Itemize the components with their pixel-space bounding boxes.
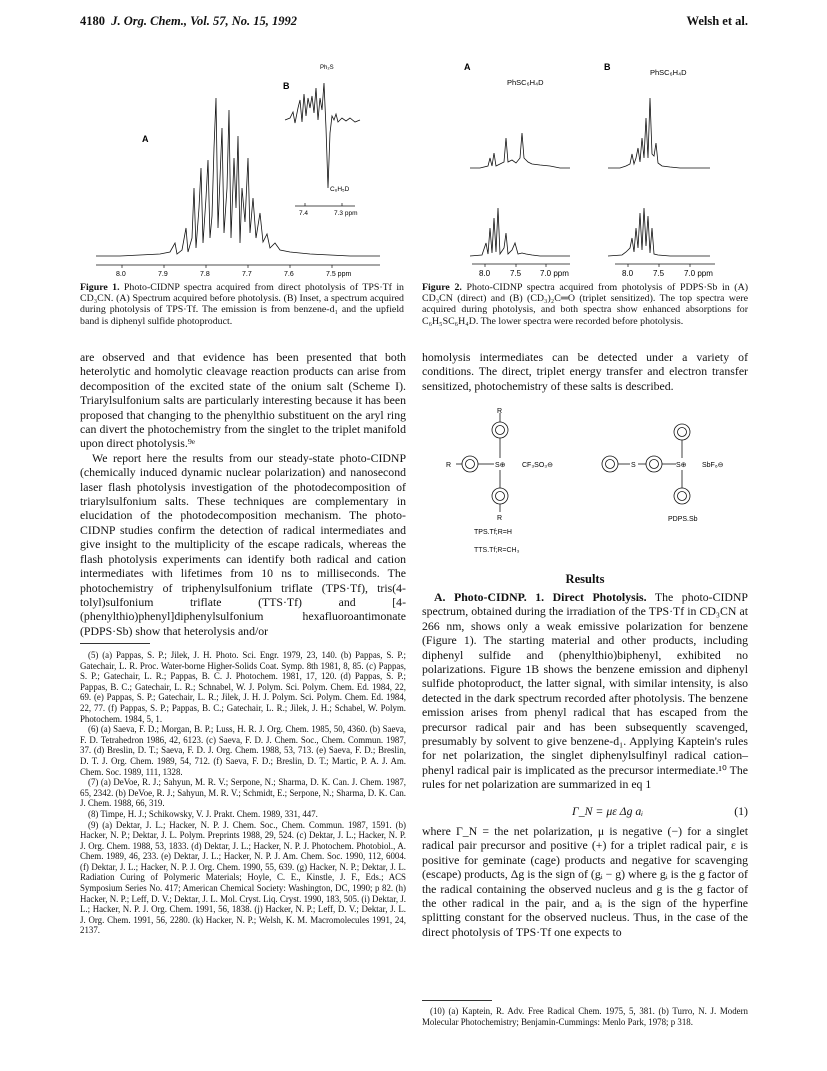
figure-1-caption-text: Photo-CIDNP spectra acquired from direct photolysis of TPS·Tf in CD₃CN. (A) Spectrum acquired before photolysis. (B) Inset, a spectrum acquired during photolysis of TPS·Tf. The emission is from benzene-d₁ and the upfield band is diphenyl sulfide photoproduct. (80, 282, 404, 327)
reference-6: (6) (a) Saeva, F. D.; Morgan, B. P.; Luss, H. R. J. Org. Chem. 1985, 50, 4360. (b) Saeva, F. D. Tetrahedron 1986, 42, 6123. (c) Saeva, F. D. J. Chem. Soc., Chem. Commun. 1987, 37. (d) Breslin, D. T.; Saeva, F. D. J. Org. Chem. 1988, 53, 713. (e) Saeva, F. D.; Breslin, D. T. J. Org. Chem. 1989, 54, 712. (f) Saeva, F. D.; Breslin, D. T.; Martic, P. A. J. Am. Chem. Soc. 1989, 111, 1328. (80, 724, 406, 777)
reference-10: (10) (a) Kaptein, R. Adv. Free Radical Chem. 1975, 5, 381. (b) Turro, N. J. Modern Molecular Photochemistry; Benjamin-Cummings: Menlo Park, 1978; p 318. (422, 1006, 748, 1027)
scheme-label-tps: TPS.Tf;R=H (474, 529, 512, 536)
figure-2-peak-label-a: PhSC₆H₄D (507, 78, 544, 87)
right-paragraph-3: where Γ_N = the net polarization, μ is negative (−) for a singlet radical pair precursor and positive (+) for a triplet radical pair, ε is positive for geminate (cage) products and negative for scavenging (escape) products, Δg is the sign of (gᵢ − g) where gᵢ is the g factor of the radical containing the observed nucleus and g is the g factor of the other radical in the pair, and aᵢ is the sign of the hyperfine splitting constant for the observed nucleus. Thus, in the case of the direct photolysis of TPS·Tf one expects to (422, 824, 748, 939)
equation-number: (1) (734, 804, 748, 818)
figure-2-caption-title: Figure 2. (422, 282, 462, 293)
figure-2-label-a: A (464, 62, 471, 72)
left-paragraph-2: We report here the results from our steady-state photo-CIDNP (chemically induced dynamic nuclear polarization) and nanosecond laser flash photolysis investigation of the photodecomposition of triarylsulfonium salts. These techniques are complementary in elucidation of the photodecomposition mechanism. The photo-CIDNP studies confirm the detection of radical intermediates and give insight to the multiplicity of the escape radicals, whereas the flash photolysis experiments can identify both radical and cation intermediates with lifetimes from 10 ns to milliseconds. The photochemistry of triphenylsulfonium triflate (TPS·Tf), tris(4-tolyl)sulfonium triflate (TTS·Tf) and [4-(phenylthio)phenyl]diphenylsulfonium hexafluoroantimonate (PDPS·Sb) show that heterolysis and/or (80, 450, 406, 638)
page-number-and-journal: 4180 J. Org. Chem., Vol. 57, No. 15, 1992 (80, 14, 298, 28)
figure-2-peak-label-b: PhSC₆H₄D (650, 68, 687, 77)
figure-2-trace-b-bottom (608, 208, 710, 256)
figure-1-label-a: A (142, 134, 149, 144)
scheme-r-left: R (446, 462, 452, 469)
figure-2-spectra (460, 58, 750, 280)
scheme-label-tts: TTS.Tf;R=CH₃ (474, 547, 520, 554)
figure-1-tick-4: 7.6 (284, 271, 294, 278)
figure-1-tick-1: 7.9 (158, 271, 168, 278)
figure-2-tick-b-2: 7.0 ppm (684, 269, 713, 278)
figure-2-tick-b-0: 8.0 (622, 269, 634, 278)
pdps-ring-4 (674, 488, 690, 504)
scheme-r-bottom: R (497, 515, 503, 522)
equation-text: Γ_N = με Δg aᵢ (572, 804, 644, 818)
figure-2-caption (422, 282, 748, 327)
scheme-pdps-s: S (631, 462, 636, 469)
right-column-results (422, 590, 748, 792)
figure-1-tick-2: 7.8 (200, 271, 210, 278)
references-right (422, 1006, 748, 1027)
reference-7: (7) (a) DeVoe, R. J.; Sahyun, M. R. V.; Serpone, N.; Sharma, D. K. Can. J. Chem. 1987, 65, 2342. (b) DeVoe, R. J.; Sahyun, M. R. V.; Schmidt, E.; Serpone, N.; Sharma, D. K. Can. J. Chem. 1988, 66, 319. (80, 777, 406, 809)
footnote-rule-right (422, 1000, 492, 1001)
right-paragraph-1: homolysis intermediates can be detected under a variety of conditions. The direct, triplet energy transfer and electron transfer sensitized, photochemistry of these salts is described. (422, 350, 748, 393)
left-paragraph-1: are observed and that evidence has been presented that both heterolytic and homolytic cleavage reaction products can arise from decomposition of the excited state of the onium salt (Scheme I). Triarylsulfonium salts are particularly interesting because it has been proposed that changing to the phenylthio substituent on the aryl ring can divert the photochemistry from the singlet to the triplet manifold upon direct photolysis.⁹ᵉ (80, 350, 406, 451)
scheme-s-plus: S⊕ (495, 462, 506, 469)
figure-1-inset-tick-1: 7.3 ppm (334, 210, 358, 217)
pdps-ring-1 (602, 456, 618, 472)
figure-1-tick-0: 8.0 (116, 271, 126, 278)
running-header (80, 14, 748, 32)
scheme-structures (440, 408, 750, 538)
left-column-body (80, 350, 406, 638)
ring-left (462, 456, 478, 472)
figure-2-trace-b-top (608, 98, 710, 168)
figure-1-tick-3: 7.7 (242, 271, 252, 278)
scheme-sbf6: SbF₆⊖ (702, 462, 724, 469)
equation-1 (422, 804, 748, 820)
scheme-pdps-s-plus: S⊕ (676, 462, 687, 469)
right-paragraph-2: The photo-CIDNP spectrum, obtained during the irradiation of the TPS·Tf in CD₃CN at 266 nm, shows only a weak emissive polarization for benzene (Figure 1). The starting material and other products, including diphenyl sulfide and (phenylthio)biphenyl, exhibited no polarizations. Figure 1B shows the benzene emission and diphenyl sulfide photoproduct, the latter signal, with similar intensity, is also detected in the dark spectrum recorded after photolysis. The benzene emission arises from phenyl radical that has escaped from the precursor radical pair and has been subsequently scavenged, presumably by solvent to give benzene-d₁. Applying Kaptein's rules for net polarization, the singlet diphenylsulfinyl radical cation–phenyl radical pair is implicated as the precursor intermediate.¹⁰ The rules for net polarization are summarized in eq 1 (422, 590, 748, 792)
right-column-intro (422, 350, 748, 393)
scheme-triflate: CF₃SO₃⊖ (522, 462, 554, 469)
figure-1-tick-5: 7.5 ppm (326, 271, 352, 278)
ring-top (492, 422, 508, 438)
reference-8: (8) Timpe, H. J.; Schikowsky, V. J. Prakt. Chem. 1989, 331, 447. (88, 808, 318, 819)
figure-1-caption (80, 282, 404, 327)
figure-2-trace-a-top (470, 133, 570, 168)
figure-2-tick-a-2: 7.0 ppm (540, 269, 569, 278)
running-authors: Welsh et al. (686, 14, 748, 28)
footnote-rule-left (80, 643, 150, 644)
ring-bottom (492, 488, 508, 504)
figure-2-label-b: B (604, 62, 611, 72)
figure-1-inset-tick-0: 7.4 (299, 210, 309, 217)
reference-9: (9) (a) Dektar, J. L.; Hacker, N. P. J. Chem. Soc., Chem. Commun. 1987, 1591. (b) Hacker, N. P.; Dektar, J. L. Polym. Preprints 1988, 29, 524. (c) Dektar, J. L.; Hacker, N. P. J. Org. Chem. 1988, 53, 1833. (d) Dektar, J. L.; Hacker, N. P. J. Photochem. Photobiol., A. Chem. 1989, 46, 233. (e) Dektar, J. L.; Hacker, N. P. J. Am. Chem. Soc. 1990, 112, 6004. (f) Dektar, J. L.; Hacker, N. P. J. Org. Chem. 1990, 55, 639. (g) Hacker, N. P.; Dektar, J. L. Radiation Curing of Polymeric Materials; Hoyle, C. E., Kinstle, J. F., Eds.; ACS Symposium Series No. 417; American Chemical Society: Washington, DC, 1990; p 82. (h) Hacker, N. P.; Leff, D. V.; Dektar, J. L. Mol. Cryst. Liq. Cryst. 1990, 183, 505. (i) Dektar, J. L.; Hacker, N. P. J. Org. Chem. 1991, 56, 1838. (j) Hacker, N. P.; Leff, D. V.; Dektar, J. L. J. Org. Chem. 1991, 56, 2280. (k) Hacker, N. P.; Welsh, K. M. Macromolecules 1991, 24, 2137. (80, 819, 406, 936)
references-left (80, 650, 406, 936)
reference-5: (5) (a) Pappas, S. P.; Jilek, J. H. Photo. Sci. Engr. 1979, 23, 140. (b) Pappas, S. P.; Gatechair, L. R. Proc. Water-borne Higher-Solids Coat. Symp. 8th 1981, 8, 85. (c) Pappas, S. P.; Gatechair, L. R.; Pappas, B. C. J. Photochem. 1981, 17, 120. (d) Pappas, S. P.; Pappas, B. C.; Gatechair, L. R.; Schnabel, W. J. Polym. Sci. Polym. Chem. Ed. 1984, 22, 69. (e) Pappas, S. P.; Gatechair, L. R.; Jilek, J. H. J. Polym. Sci. Polym. Chem. Ed. 1984, 22, 77. (f) Pappas, S. P.; Pappas, B. C.; Gatechair, L. R.; Jilek, J. H.; Schabel, W. Polym. Photochem. 1984, 5, 1. (80, 650, 406, 724)
results-subhead: A. Photo-CIDNP. 1. Direct Photolysis. (434, 590, 647, 604)
scheme-label-pdps: PDPS.Sb (668, 516, 698, 523)
right-column-continued (422, 824, 748, 939)
pdps-ring-3 (674, 424, 690, 440)
figure-1-main-trace (96, 98, 380, 256)
figure-2-caption-text: Photo-CIDNP spectra acquired from photolysis of PDPS·Sb in (A) CD₃CN (direct) and (B) (CD₃)₂C═O (triplet sensitized). The top spectra were acquired during photolysis, and both spectra show enhanced absorptions for C₆H₅SC₆H₄D. The lower spectra were recorded before photolysis. (422, 282, 749, 327)
figure-1-inset-peak-bottom: C₆H₅D (330, 186, 350, 193)
figure-1-inset (283, 65, 360, 217)
scheme-r-top: R (497, 408, 503, 415)
pdps-ring-2 (646, 456, 662, 472)
results-heading: Results (565, 572, 605, 586)
figure-2-tick-a-1: 7.5 (510, 269, 522, 278)
figure-2-tick-b-1: 7.5 (653, 269, 665, 278)
figure-1-inset-peak-top: Ph₂S (320, 65, 334, 71)
figure-1-spectrum (80, 38, 400, 278)
figure-1-label-b: B (283, 81, 290, 91)
figure-2-trace-a-bottom (470, 208, 570, 256)
figure-2-tick-a-0: 8.0 (479, 269, 491, 278)
figure-1-caption-title: Figure 1. (80, 282, 120, 293)
